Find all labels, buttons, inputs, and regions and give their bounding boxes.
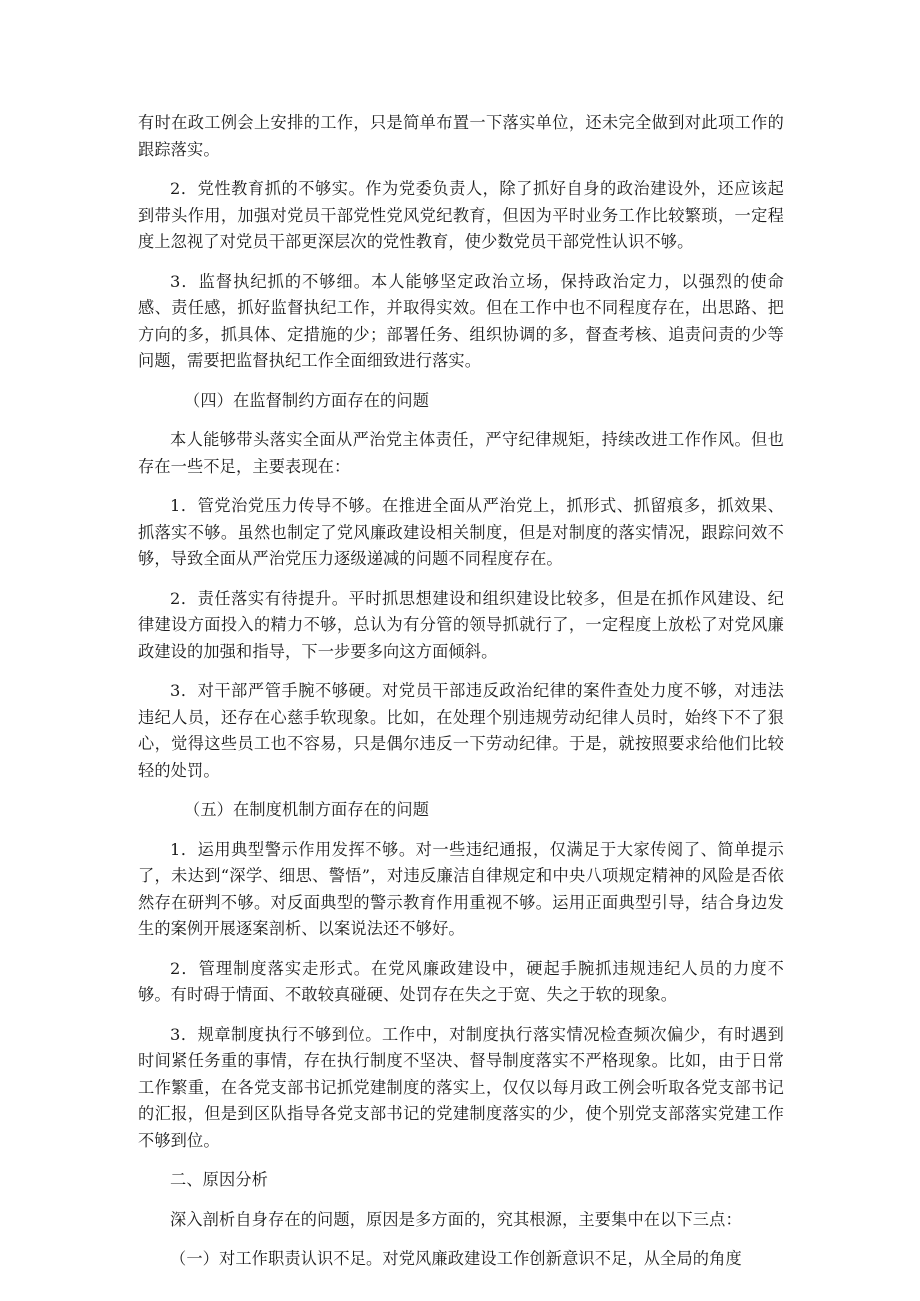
paragraph-warning-examples: 1．运用典型警示作用发挥不够。对一些违纪通报，仅满足于大家传阅了、简单提示了，未达到“深学、细思、警悟”，对违反廉洁自律规定和中央八项规定精神的风险是否依然存在研判不够。对反面典型的警示教育作用重视不够。运用正面典型引导，结合身边发生的案例开展逐案剖析、以案说法还不够好。 — [138, 839, 784, 938]
paragraph-party-education: 2．党性教育抓的不够实。作为党委负责人，除了抓好自身的政治建设外，还应该起到带头作用，加强对党员干部党性党风党纪教育，但因为平时业务工作比较繁琐，一定程度上忽视了对党员干部更深层次的党性教育，使少数党员干部党性认识不够。 — [138, 179, 784, 251]
paragraph-cause-intro: 深入剖析自身存在的问题，原因是多方面的，究其根源，主要集中在以下三点： — [170, 1209, 742, 1229]
paragraph-management-formality: 2．管理制度落实走形式。在党风廉政建设中，硬起手腕抓违规违纪人员的力度不够。有时碍于情面、不敢较真碰硬、处罚存在失之于宽、失之于软的现象。 — [138, 958, 784, 1004]
paragraph-continuation: 有时在政工例会上安排的工作，只是简单布置一下落实单位，还未完全做到对此项工作的跟踪落实。 — [138, 113, 784, 159]
paragraph-cause-one: （一）对工作职责认识不足。对党风廉政建设工作创新意识不足，从全局的角度 — [170, 1249, 742, 1268]
document-page — [138, 110, 784, 1286]
paragraph-supervision-intro: 本人能够带头落实全面从严治党主体责任，严守纪律规矩，持续改进工作作风。但也存在一些不足，主要表现在： — [138, 430, 784, 476]
paragraph-strict-management: 3．对干部严管手腕不够硬。对党员干部违反政治纪律的案件查处力度不够，对违法违纪人员，还存在心慈手软现象。比如，在处理个别违规劳动纪律人员时，始终下不了狠心，觉得这些员工也不容易，只是偶尔违反一下劳动纪律。于是，就按照要求给他们比较轻的处罚。 — [138, 681, 784, 780]
section-heading-supervision: （四）在监督制约方面存在的问题 — [184, 390, 430, 410]
paragraph-supervision-discipline: 3．监督执纪抓的不够细。本人能够坚定政治立场，保持政治定力，以强烈的使命感、责任感，抓好监督执纪工作，并取得实效。但在工作中也不同程度存在，出思路、把方向的多，抓具体、定措施的少；部署任务、组织协调的多，督查考核、追责问责的少等问题，需要把监督执纪工作全面细致进行落实。 — [138, 271, 784, 370]
paragraph-responsibility: 2．责任落实有待提升。平时抓思想建设和组织建设比较多，但是在抓作风建设、纪律建设方面投入的精力不够，总认为有分管的领导抓就行了，一定程度上放松了对党风廉政建设的加强和指导，下一步要多向这方面倾斜。 — [138, 588, 784, 661]
paragraph-pressure-transmission: 1．管党治党压力传导不够。在推进全面从严治党上，抓形式、抓留痕多，抓效果、抓落实不够。虽然也制定了党风廉政建设相关制度，但是对制度的落实情况，跟踪问效不够，导致全面从严治党压力逐级递减的问题不同程度存在。 — [138, 496, 784, 568]
section-heading-cause-analysis: 二、原因分析 — [170, 1170, 269, 1189]
section-heading-institutions: （五）在制度机制方面存在的问题 — [184, 800, 430, 819]
paragraph-rules-execution: 3．规章制度执行不够到位。工作中，对制度执行落实情况检查频次偏少，有时遇到时间紧任务重的事情，存在执行制度不坚决、督导制度落实不严格现象。比如，由于日常工作繁重，在各党支部书记抓党建制度的落实上，仅仅以每月政工例会听取各党支部书记的汇报，但是到区队指导各党支部书记的党建制度落实的少，使个别党支部落实党建工作不够到位。 — [138, 1024, 784, 1150]
